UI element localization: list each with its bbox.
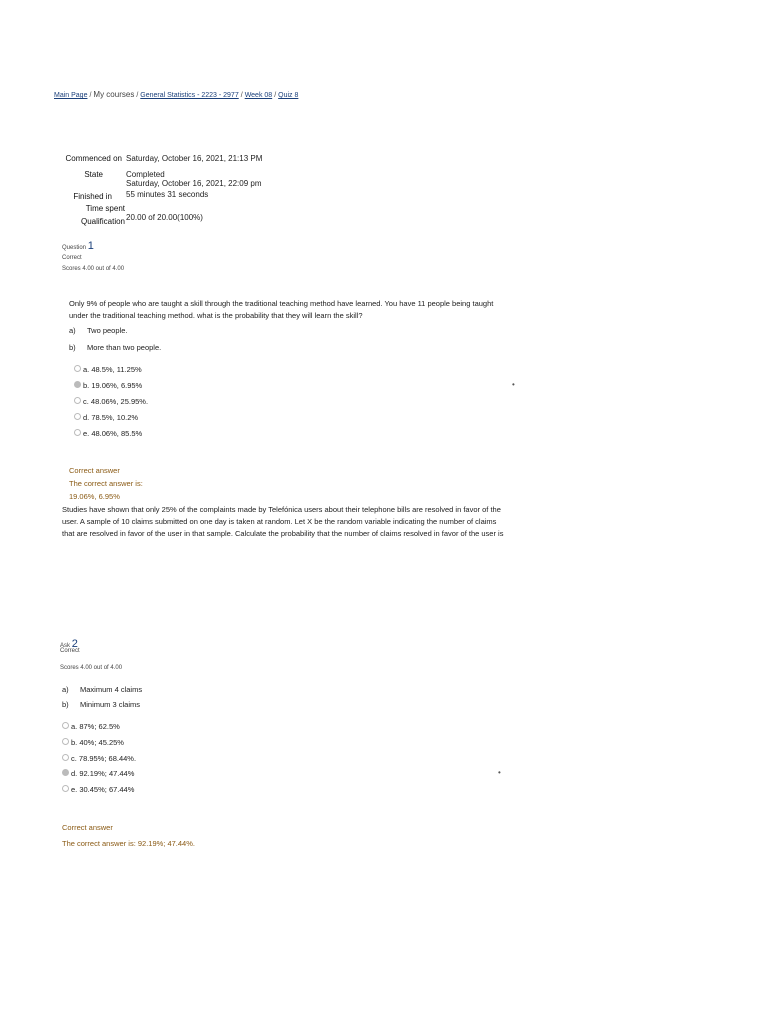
radio-icon[interactable] bbox=[62, 722, 69, 729]
question-score: Scores 4.00 out of 4.00 bbox=[60, 665, 123, 671]
question-text bbox=[69, 298, 529, 322]
answer-option-a[interactable] bbox=[74, 365, 142, 374]
answer-option-d[interactable] bbox=[74, 413, 138, 422]
radio-icon[interactable] bbox=[62, 738, 69, 745]
mark-dot: • bbox=[498, 768, 501, 777]
answer-option-label: c. 48.06%, 25.95%. bbox=[83, 397, 149, 406]
question-status: Correct bbox=[60, 648, 80, 654]
question-text bbox=[62, 504, 532, 540]
question-text-line: under the traditional teaching method. what is the probability that they will learn the skill? bbox=[69, 311, 363, 320]
sub-question-a bbox=[69, 326, 127, 335]
breadcrumb-separator: / bbox=[240, 92, 243, 99]
mark-dot: • bbox=[512, 380, 515, 389]
question-label: Question bbox=[62, 245, 87, 251]
answer-option-d[interactable] bbox=[62, 769, 134, 778]
question-number-value: 2 bbox=[71, 638, 78, 650]
question-label: Ask bbox=[60, 643, 71, 649]
time-spent-label: Time spent bbox=[85, 204, 125, 213]
sub-key: a) bbox=[62, 685, 69, 694]
sub-text: Maximum 4 claims bbox=[80, 685, 143, 694]
answer-option-label: a. 87%; 62.5% bbox=[71, 722, 120, 731]
duration-value: 55 minutes 31 seconds bbox=[126, 190, 209, 199]
question-text-line: Only 9% of people who are taught a skill through the traditional teaching method have learned. You have 11 people being taught bbox=[69, 299, 494, 308]
question-text-line: Studies have shown that only 25% of the complaints made by Telefónica users about their telephone bills are resolved in favor of the bbox=[62, 505, 501, 514]
answer-option-label: d. 92.19%; 47.44% bbox=[71, 769, 135, 778]
radio-icon[interactable] bbox=[74, 413, 81, 420]
commenced-label: Commenced on bbox=[65, 154, 122, 163]
finished-value: Saturday, October 16, 2021, 22:09 pm bbox=[126, 179, 262, 188]
question-text-line: that are resolved in favor of the user in that sample. Calculate the probability that the number of claims resolved in favor of the user is bbox=[62, 529, 504, 538]
feedback-text: The correct answer is: bbox=[69, 479, 143, 488]
breadcrumb-week[interactable]: Week 08 bbox=[244, 92, 273, 99]
commenced-value: Saturday, October 16, 2021, 21:13 PM bbox=[126, 154, 263, 163]
breadcrumb-separator: / bbox=[274, 92, 277, 99]
breadcrumb-separator: / bbox=[136, 92, 139, 99]
sub-text: Minimum 3 claims bbox=[80, 700, 141, 709]
radio-icon[interactable] bbox=[74, 397, 81, 404]
question-status: Correct bbox=[62, 255, 82, 261]
question-text-line: user. A sample of 10 claims submitted on one day is taken at random. Let X be the random variable indicating the number of claims bbox=[62, 517, 497, 526]
answer-option-b[interactable] bbox=[74, 381, 142, 390]
breadcrumb bbox=[54, 90, 298, 99]
feedback-title: Correct answer bbox=[62, 823, 113, 832]
sub-key: b) bbox=[62, 700, 69, 709]
question-number-value: 1 bbox=[87, 240, 94, 252]
answer-option-b[interactable] bbox=[62, 738, 124, 747]
answer-option-a[interactable] bbox=[62, 722, 120, 731]
feedback-title: Correct answer bbox=[69, 466, 120, 475]
sub-question-b bbox=[69, 343, 161, 352]
answer-option-label: e. 30.45%; 67.44% bbox=[71, 785, 135, 794]
qualification-value: 20.00 of 20.00(100%) bbox=[126, 213, 203, 222]
answer-option-label: a. 48.5%, 11.25% bbox=[83, 365, 142, 374]
sub-key: a) bbox=[69, 326, 76, 335]
breadcrumb-course[interactable]: General Statistics - 2223 - 2977 bbox=[140, 92, 239, 99]
answer-option-c[interactable] bbox=[62, 754, 136, 763]
breadcrumb-quiz[interactable]: Quiz 8 bbox=[278, 92, 299, 99]
radio-selected-icon[interactable] bbox=[74, 381, 81, 388]
radio-icon[interactable] bbox=[74, 429, 81, 436]
feedback-text: The correct answer is: 92.19%; 47.44%. bbox=[62, 839, 195, 848]
answer-option-e[interactable] bbox=[74, 429, 142, 438]
sub-question-a bbox=[62, 685, 142, 694]
question-score: Scores 4.00 out of 4.00 bbox=[62, 266, 125, 272]
answer-option-e[interactable] bbox=[62, 785, 134, 794]
radio-icon[interactable] bbox=[74, 365, 81, 372]
answer-option-label: b. 19.06%, 6.95% bbox=[83, 381, 143, 390]
breadcrumb-my-courses[interactable]: My courses bbox=[93, 90, 135, 99]
radio-selected-icon[interactable] bbox=[62, 769, 69, 776]
sub-text: Two people. bbox=[87, 326, 128, 335]
feedback-value: 19.06%, 6.95% bbox=[69, 492, 120, 501]
answer-option-label: c. 78.95%; 68.44%. bbox=[71, 754, 137, 763]
answer-option-label: b. 40%; 45.25% bbox=[71, 738, 124, 747]
answer-option-c[interactable] bbox=[74, 397, 148, 406]
radio-icon[interactable] bbox=[62, 785, 69, 792]
question-number bbox=[62, 240, 94, 252]
answer-option-label: d. 78.5%, 10.2% bbox=[83, 413, 139, 422]
sub-question-b bbox=[62, 700, 140, 709]
breadcrumb-main-page[interactable]: Main Page bbox=[54, 92, 88, 99]
sub-text: More than two people. bbox=[87, 343, 162, 352]
answer-option-label: e. 48.06%, 85.5% bbox=[83, 429, 143, 438]
breadcrumb-separator: / bbox=[89, 92, 92, 99]
sub-key: b) bbox=[69, 343, 76, 352]
radio-icon[interactable] bbox=[62, 754, 69, 761]
state-value: Completed bbox=[126, 170, 165, 179]
finished-label: Finished in bbox=[73, 192, 112, 201]
qualification-label: Qualification bbox=[80, 217, 125, 226]
state-label: State bbox=[84, 170, 103, 179]
